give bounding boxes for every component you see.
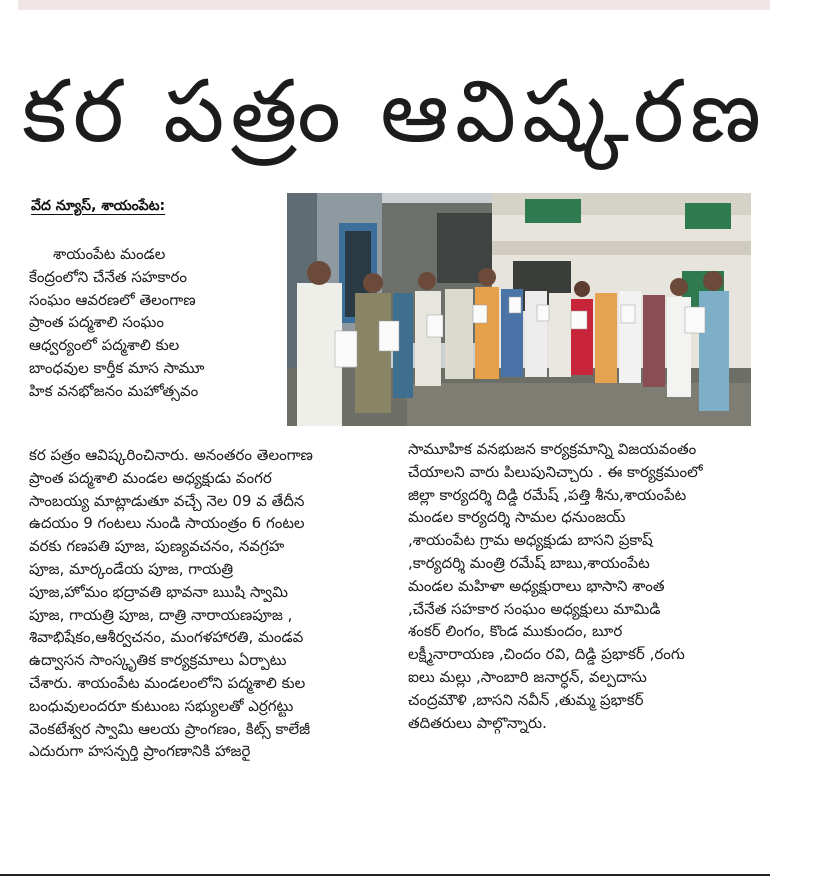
article-line: హిక వనభోజనం మహోత్సవం [29, 381, 199, 400]
article-line: ప్రాంత పద్మశాలి సంఘం [29, 313, 164, 332]
article-line: పూజ,హోమం భద్రావతి భావనా ఋషి స్వామి [29, 582, 289, 601]
article-line: సాంబయ్య మాట్లాడుతూ వచ్చే నెల 09 వ తేదీన [29, 491, 305, 510]
article-line: జిల్లా కార్యదర్శి దిడ్డి రమేష్ ,పత్తి శీను,శాయంపేట [408, 485, 687, 504]
article-line: వరకు గణపతి పూజ, పుణ్యవచనం, నవగ్రహ [29, 537, 285, 556]
article-line: బాంధవుల కార్తీక మాస సామూ [29, 358, 205, 377]
article-line: ఉద్వాసన సాంస్కృతిక కార్యక్రమాలు ఏర్పాటు [29, 651, 287, 670]
dateline: వేద న్యూస్, శాయంపేట: [31, 198, 166, 214]
article-line: కర పత్రం ఆవిష్కరించినారు. అనంతరం తెలంగాణ [29, 446, 313, 464]
article-line: ఎదురుగా హసన్పర్తి ప్రాంగణానికి హాజరై [29, 742, 251, 761]
article-line: తదితరులు పాల్గొన్నారు. [408, 713, 547, 732]
article-column-right [408, 438, 778, 734]
article-line: ప్రాంత పద్మశాలి మండల అధ్యక్షుడు వంగర [29, 468, 272, 487]
bottom-divider [0, 874, 770, 876]
article-line: బంధువులందరూ కుటుంబ సభ్యులతో ఎర్రగట్టు [29, 696, 294, 715]
article-line: మండల మహిళా అధ్యక్షురాలు భాసాని శాంత [408, 576, 665, 595]
article-line: మండల కార్యదర్శి సామల ధనుంజయ్ [408, 508, 626, 527]
article-line: పూజ, మార్కండేయ పూజ, గాయత్రి [29, 559, 234, 578]
article-line: చేయాలని వారు పిలుపునిచ్చారు . ఈ కార్యక్రమంలో [408, 462, 703, 481]
article-line: ఉదయం 9 గంటలు నుండి సాయంత్రం 6 గంటల [29, 514, 305, 533]
article-line: కేంద్రంలోని చేనేత సహకారం [29, 267, 187, 286]
article-column-left-bottom [29, 444, 429, 763]
article-line: శంకర్ లింగం, కొండ ముకుందం, బూర [408, 622, 623, 641]
article-line: చంద్రమౌళి ,బాసని నవీన్ ,తుమ్మ ప్రభాకర్ [408, 690, 644, 709]
article-line: ఆధ్వర్యంలో పద్మశాలి కుల [29, 336, 180, 355]
article-line: చేశారు. శాయంపేట మండలంలోని పద్మశాలి కుల [29, 673, 306, 692]
article-line: ,కార్యదర్శి మంత్రి రమేష్ బాబు,శాయంపేట [408, 553, 650, 572]
article-line: సంఘం ఆవరణలో తెలంగాణ [29, 290, 196, 309]
article-column-left-top [29, 243, 269, 403]
article-line: శివాభిషేకం,ఆశీర్వచనం, మంగళహారతి, మండవ [29, 628, 304, 647]
article-line: పూజ, గాయత్రి పూజ, దాత్రి నారాయణపూజ , [29, 605, 293, 624]
article-line: ,శాయంపేట గ్రామ అధ్యక్షుడు బాసని ప్రకాష్ [408, 531, 653, 550]
group-photo-illustration [287, 193, 751, 426]
article-line: లక్ష్మీనారాయణ ,చిందం రవి, దిడ్డి ప్రభాకర్ ,రంగు [408, 645, 685, 664]
article-line: శాయంపేట మండల [53, 245, 166, 263]
article-line: ఐలు మల్లు ,సాంబారి జనార్ధన్, వల్పదాసు [408, 667, 647, 686]
article-headline: కర పత్రం ఆవిష్కరణ [22, 62, 768, 162]
article-line: ,చేనేత సహకార సంఘం అధ్యక్షులు మామిడి [408, 599, 661, 618]
news-photo [287, 193, 751, 426]
top-color-band [18, 0, 770, 10]
article-line: సామూహిక వనభుజన కార్యక్రమాన్ని విజయవంతం [408, 440, 697, 458]
article-line: వెంకటేశ్వర స్వామి ఆలయ ప్రాంగణం, కిట్స్ కాలేజీ [29, 719, 311, 738]
